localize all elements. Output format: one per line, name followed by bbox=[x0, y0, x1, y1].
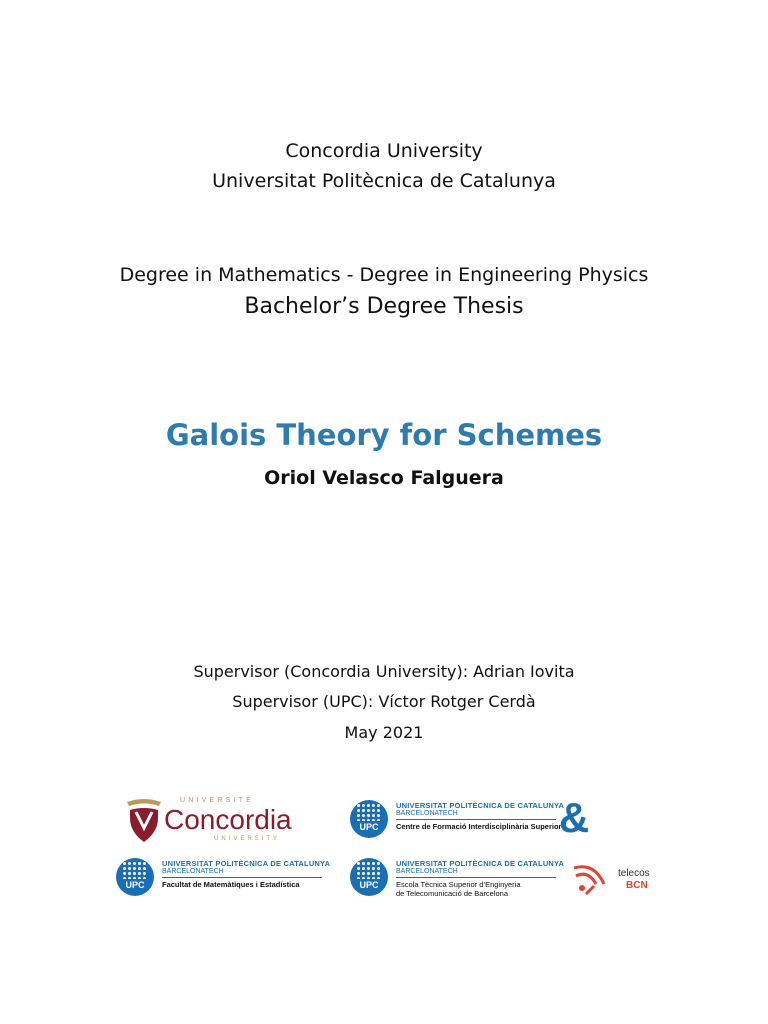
concordia-shield-icon bbox=[124, 798, 164, 844]
university-name-2: Universitat Politècnica de Catalunya bbox=[212, 170, 556, 192]
concordia-logo-top: UNIVERSITÉ bbox=[180, 797, 255, 804]
upc-fme-barcelonatech: BARCELONATECH bbox=[162, 868, 224, 875]
telecos-logo-line1: telecos bbox=[618, 868, 650, 879]
concordia-logo bbox=[124, 796, 314, 846]
upc-emblem-icon: UPC bbox=[116, 858, 154, 896]
svg-text:&: & bbox=[558, 798, 590, 838]
concordia-logo-name: Concordia bbox=[164, 804, 292, 835]
supervisor-upc: Supervisor (UPC): Víctor Rotger Cerdà bbox=[232, 692, 536, 711]
supervisor-concordia: Supervisor (Concordia University): Adrian Iovita bbox=[193, 662, 575, 681]
upc-etsetb-barcelonatech: BARCELONATECH bbox=[396, 868, 458, 875]
upc-fme-name: UNIVERSITAT POLITÈCNICA DE CATALUNYA bbox=[162, 859, 331, 868]
author-name: Oriol Velasco Falguera bbox=[264, 467, 504, 489]
telecos-signal-icon bbox=[572, 862, 612, 898]
upc-cfis-logo bbox=[350, 800, 565, 840]
degree-programs: Degree in Mathematics - Degree in Engineering Physics bbox=[119, 264, 649, 286]
university-name-1: Concordia University bbox=[285, 140, 483, 162]
date: May 2021 bbox=[344, 723, 424, 742]
upc-etsetb-logo bbox=[350, 858, 565, 900]
ampersand-icon bbox=[556, 798, 592, 838]
upc-cfis-unit: Centre de Formació Interdisciplinària Superior bbox=[396, 822, 562, 831]
upc-cfis-name: UNIVERSITAT POLITÈCNICA DE CATALUNYA bbox=[396, 801, 565, 810]
thesis-type: Bachelor’s Degree Thesis bbox=[244, 294, 524, 319]
upc-emblem-icon: UPC bbox=[350, 858, 388, 896]
concordia-logo-bottom: UNIVERSITY bbox=[214, 836, 281, 842]
upc-fme-logo bbox=[116, 858, 336, 898]
upc-etsetb-unit-line1: Escola Tècnica Superior d’Enginyeria bbox=[396, 880, 521, 889]
telecos-bcn-logo bbox=[572, 860, 652, 900]
upc-etsetb-unit-line2: de Telecomunicació de Barcelona bbox=[396, 889, 509, 898]
telecos-logo-line2: BCN bbox=[626, 880, 648, 891]
upc-cfis-barcelonatech: BARCELONATECH bbox=[396, 810, 458, 817]
upc-etsetb-name: UNIVERSITAT POLITÈCNICA DE CATALUNYA bbox=[396, 859, 565, 868]
thesis-title: Galois Theory for Schemes bbox=[165, 418, 603, 452]
upc-emblem-icon: UPC bbox=[350, 800, 388, 838]
upc-fme-unit: Facultat de Matemàtiques i Estadística bbox=[162, 880, 300, 889]
